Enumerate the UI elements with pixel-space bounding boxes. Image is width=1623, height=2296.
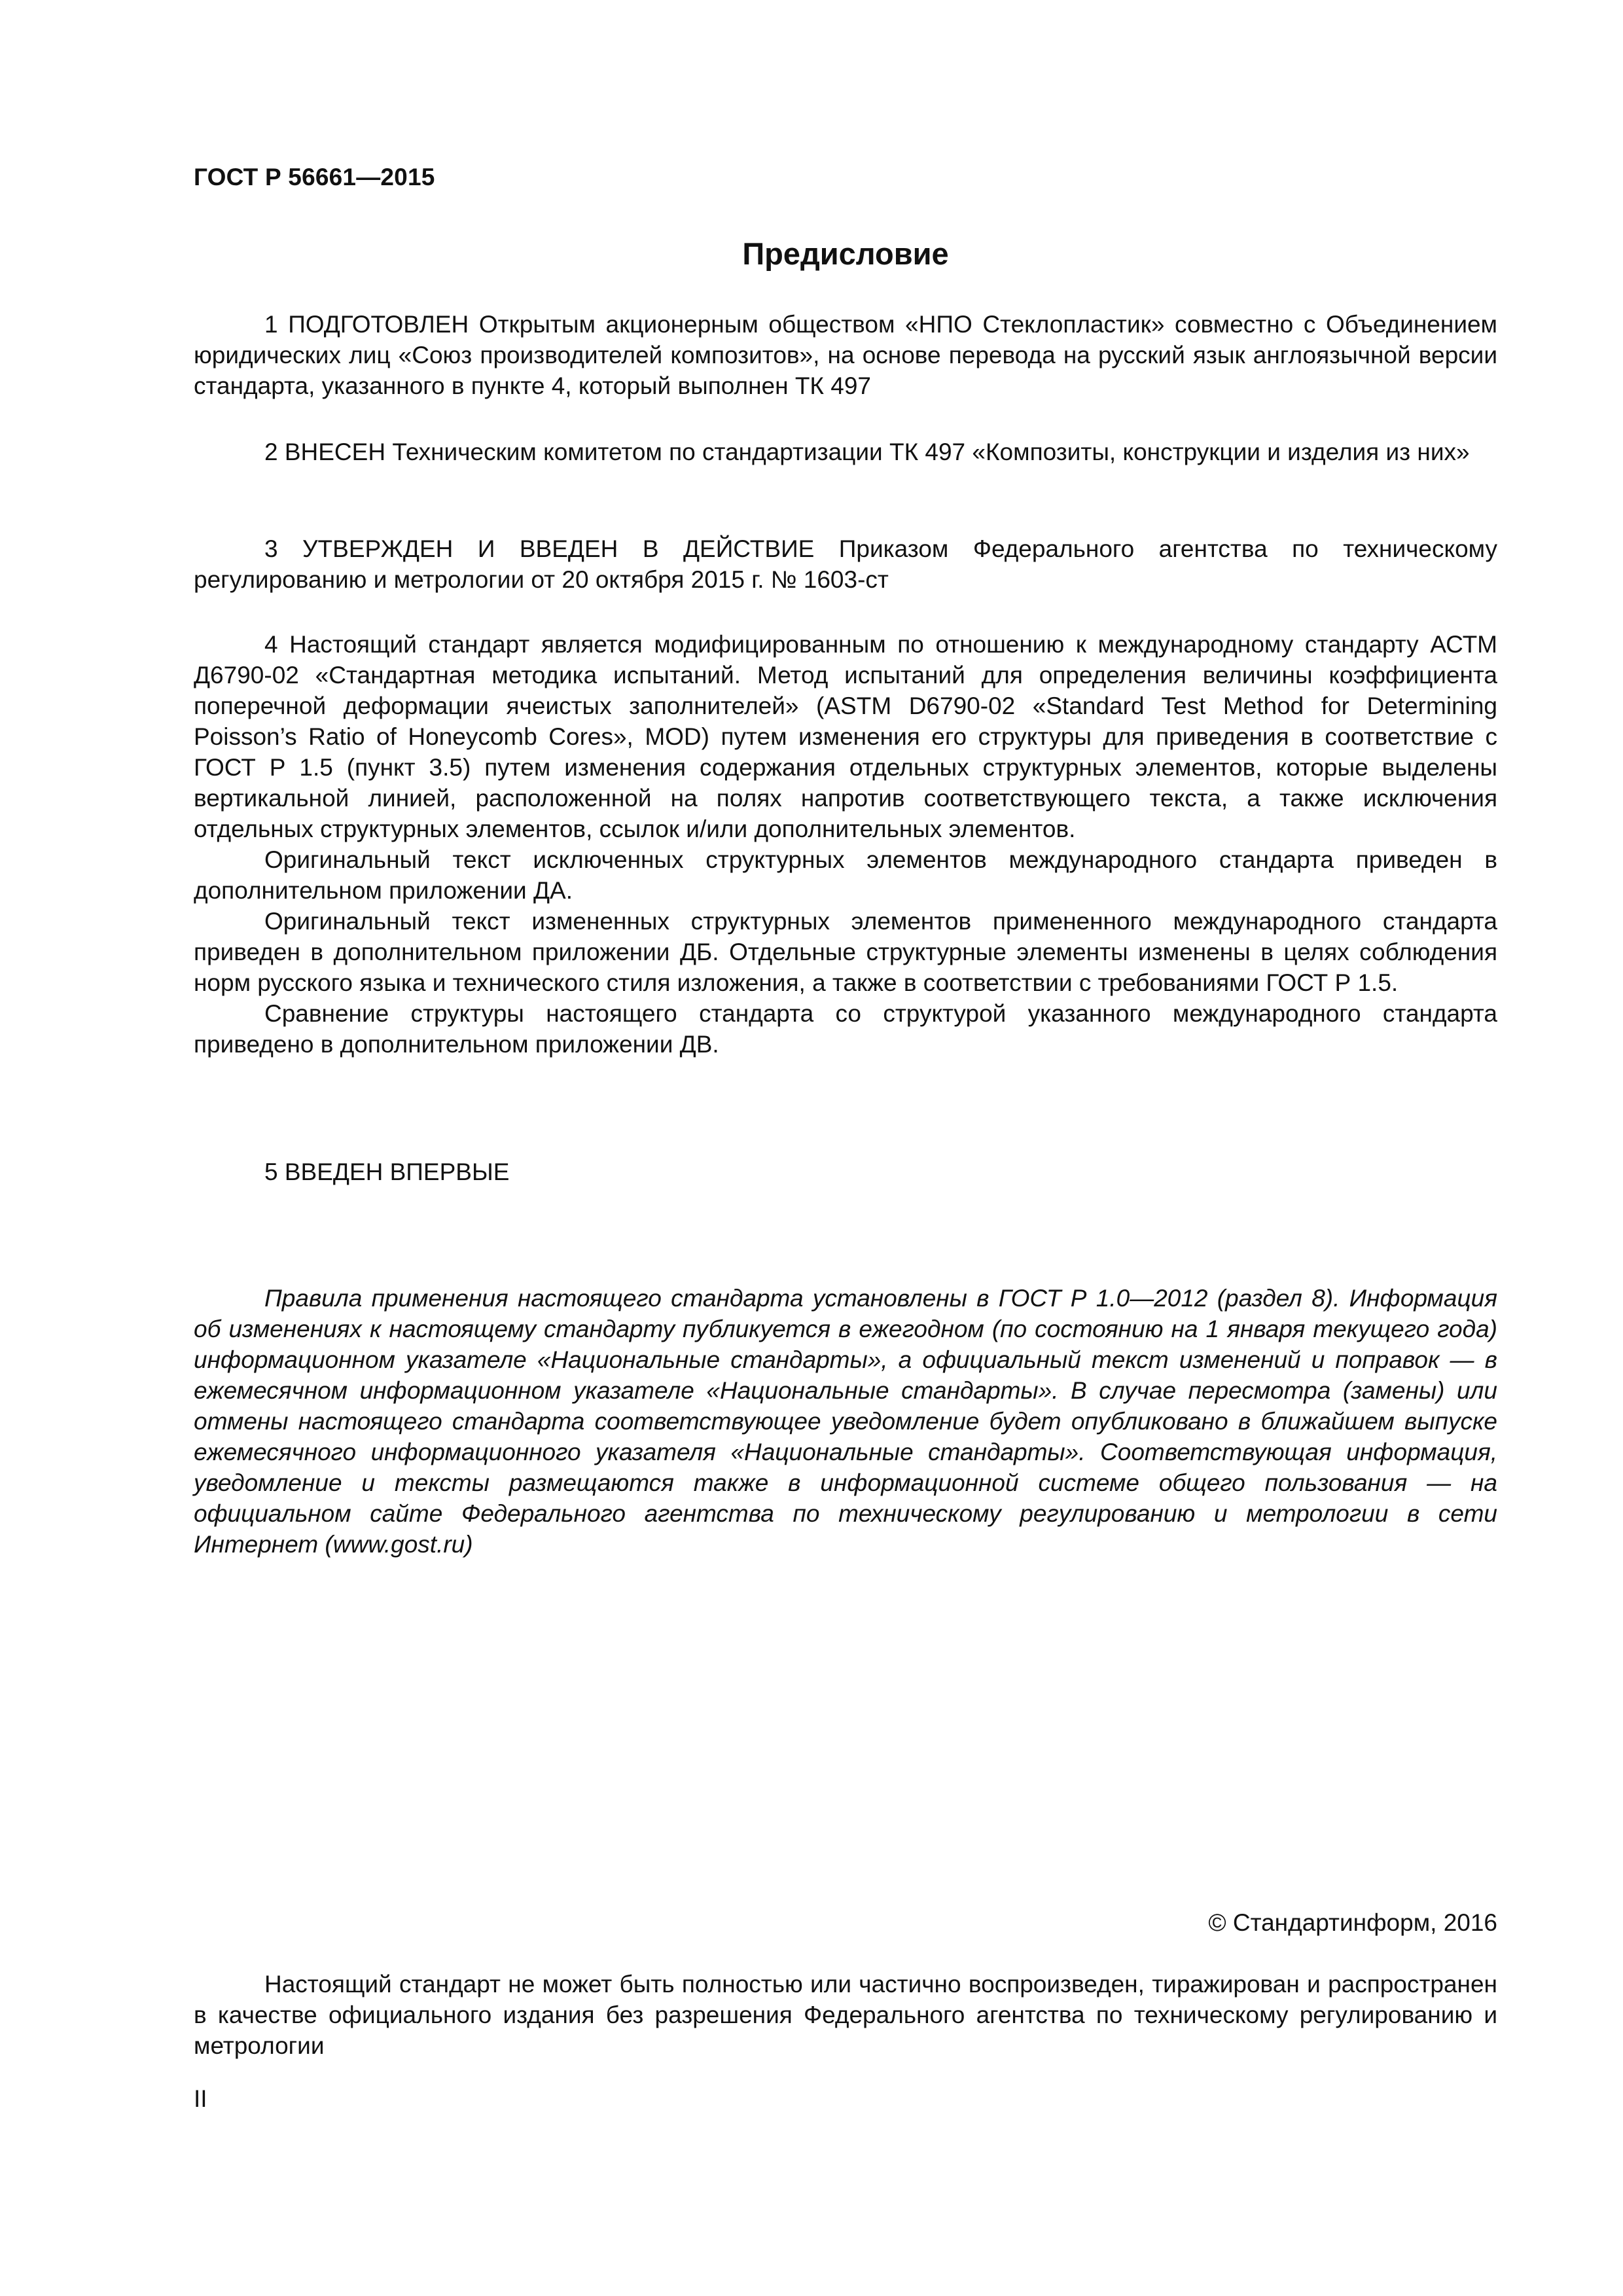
preface-item-4-para-dv: Сравнение структуры настоящего стандарта со структурой указанного международного стандарта приведено в дополнительном приложении ДВ. — [194, 1000, 1497, 1058]
preface-items — [194, 309, 1497, 401]
preface-item-3-block — [194, 533, 1497, 595]
application-rules-notice — [194, 1283, 1497, 1560]
page-title: Предисловие — [742, 236, 949, 271]
preface-item-2-block — [194, 437, 1497, 467]
preface-item-5-block — [194, 1157, 1497, 1187]
copyright-line: © Стандартинформ, 2016 — [1208, 1909, 1497, 1936]
preface-item-4-para-db: Оригинальный текст измененных структурных элементов примененного международного стандарта приведен в дополнительном приложении ДБ. Отдельные структурные элементы изменены в целях соблюдения норм русского языка и технического стиля изложения, а также в соответствии с требованиями ГОСТ Р 1.5. — [194, 908, 1497, 996]
preface-item-5: 5 ВВЕДЕН ВПЕРВЫЕ — [264, 1158, 510, 1185]
reproduction-text: Настоящий стандарт не может быть полностью или частично воспроизведен, тиражирован и распространен в качестве официального издания без разрешения Федерального агентства по техническому регулированию и метрологии — [194, 1971, 1497, 2059]
notice-text: Правила применения настоящего стандарта установлены в ГОСТ Р 1.0—2012 (раздел 8). Информация об изменениях к настоящему стандарту публикуется в ежегодном (по состоянию на 1 января текущего года) информационном указателе «Национальные стандарты», а официальный текст изменений и поправок — в ежемесячном информационном указателе «Национальные стандарты». В случае пересмотра (замены) или отмены настоящего стандарта соответствующее уведомление будет опубликовано в ближайшем выпуске ежемесячного информационного указателя «Национальные стандарты». Соответствующая информация, уведомление и тексты размещаются также в информационной системе общего пользования — на официальном сайте Федерального агентства по техническому регулированию и метрологии в сети Интернет (www.gost.ru) — [194, 1285, 1497, 1558]
preface-item-2: 2 ВНЕСЕН Техническим комитетом по стандартизации ТК 497 «Композиты, конструкции и изделия из них» — [264, 439, 1470, 465]
preface-item-4-block — [194, 629, 1497, 1060]
preface-item-3: 3 УТВЕРЖДЕН И ВВЕДЕН В ДЕЙСТВИЕ Приказом Федерального агентства по техническому регулированию и метрологии от 20 октября 2015 г. № 1603-ст — [194, 535, 1497, 593]
reproduction-notice — [194, 1969, 1497, 2061]
preface-item-1: 1 ПОДГОТОВЛЕН Открытым акционерным обществом «НПО Стеклопластик» совместно с Объединением юридических лиц «Союз производителей композитов», на основе перевода на русский язык англоязычной версии стандарта, указанного в пункте 4, который выполнен ТК 497 — [194, 311, 1497, 399]
document-code: ГОСТ Р 56661—2015 — [194, 164, 435, 190]
page-number: II — [194, 2085, 207, 2112]
preface-item-4: 4 Настоящий стандарт является модифицированным по отношению к международному стандарту АСТМ Д6790-02 «Стандартная методика испытаний. Метод испытаний для определения величины коэффициента поперечной деформации ячеистых заполнителей» (ASTM D6790-02 «Standard Test Method for Determining Poisson’s Ratio of Honeycomb Cores», MOD) путем изменения его структуры для приведения в соответствие с ГОСТ Р 1.5 (пункт 3.5) путем изменения содержания отдельных структурных элементов, которые выделены вертикальной линией, расположенной на полях напротив соответствующего текста, а также исключения отдельных структурных элементов, ссылок и/или дополнительных элементов. — [194, 631, 1497, 842]
preface-item-4-para-da: Оригинальный текст исключенных структурных элементов международного стандарта приведен в дополнительном приложении ДА. — [194, 846, 1497, 904]
